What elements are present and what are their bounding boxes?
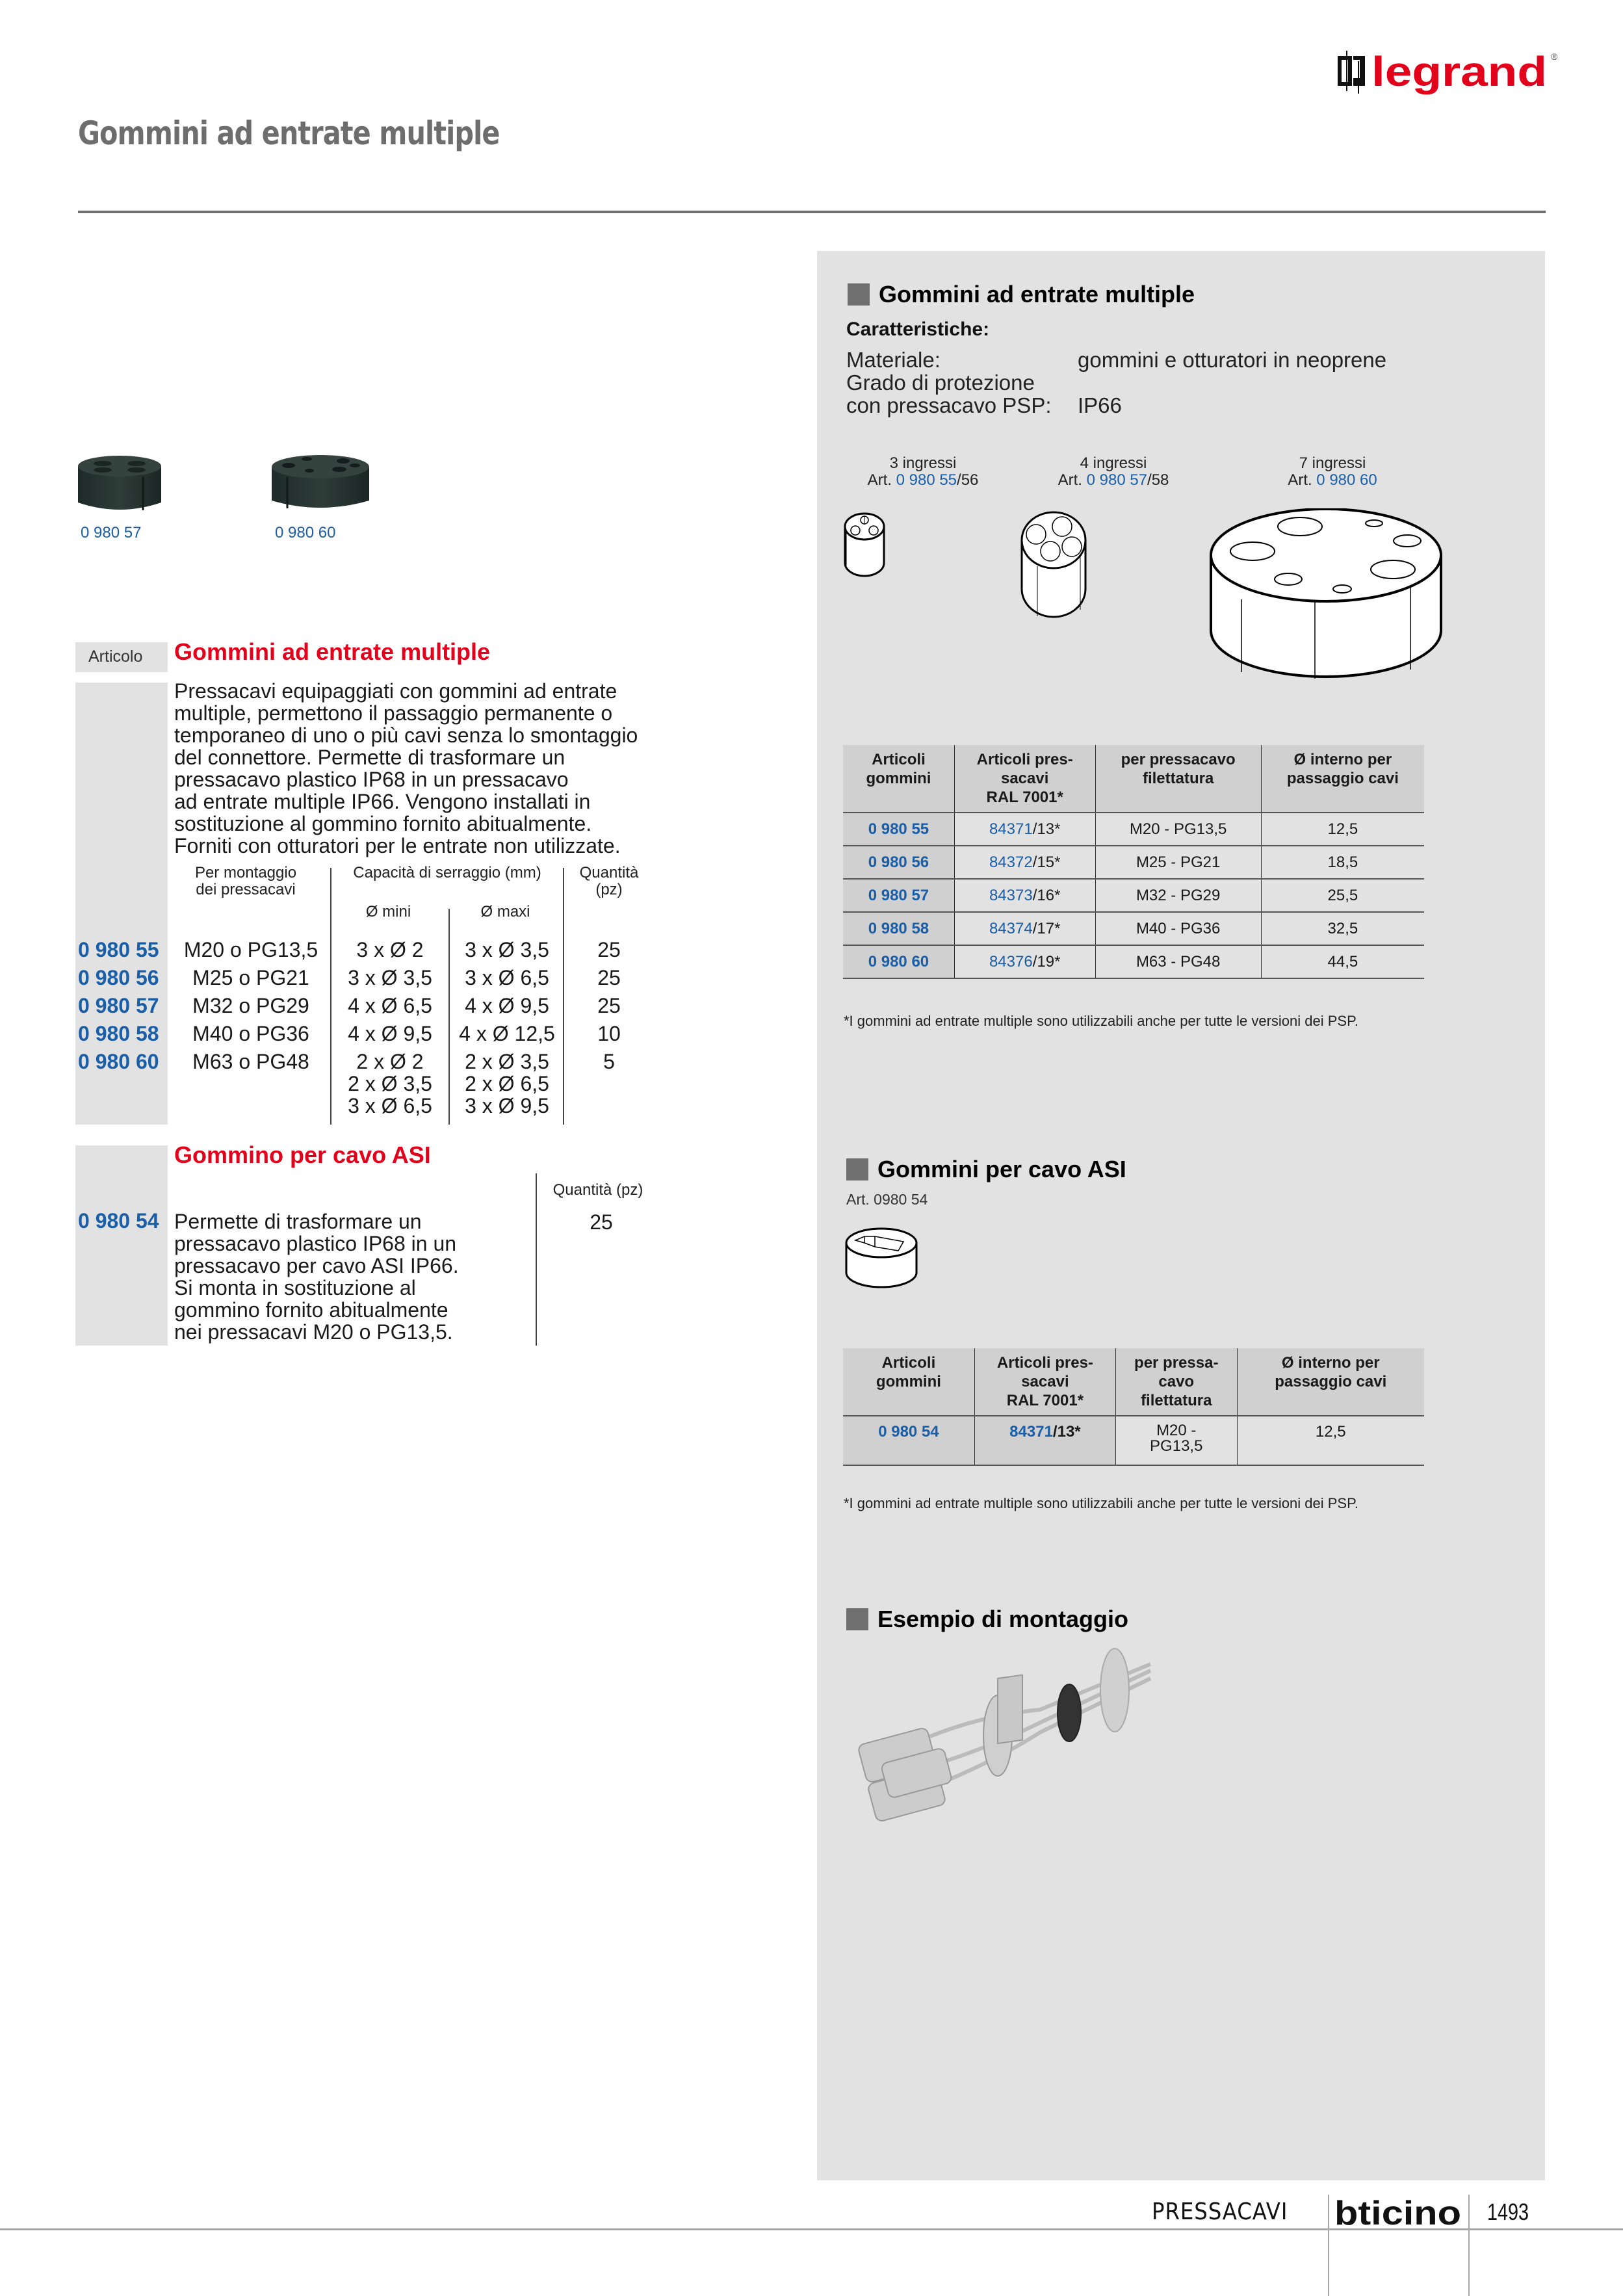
section-marker-icon (846, 1158, 868, 1181)
cell-qty: 25 (597, 938, 621, 961)
psp-link[interactable]: 84373 (989, 886, 1033, 904)
table-row (843, 879, 1424, 912)
grommet-asi-drawing (845, 1227, 918, 1290)
asi-article-ref: Art. 0980 54 (846, 1191, 928, 1208)
cell-code[interactable]: 0 980 56 (843, 846, 954, 879)
cell-code[interactable]: 0 980 54 (843, 1416, 974, 1465)
cell-mount: M25 o PG21 (192, 966, 309, 989)
cell-mount: M20 o PG13,5 (183, 938, 318, 961)
cell-mount: M40 o PG36 (192, 1022, 309, 1045)
psp-link[interactable]: 84372 (989, 853, 1033, 871)
cell-qty: 25 (597, 994, 621, 1017)
cell-code[interactable]: 0 980 60 (843, 945, 954, 978)
right-section-title: Gommini ad entrate multiple (848, 281, 1195, 308)
footer-rule (0, 2228, 1623, 2230)
product-photo-0-980-57 (77, 452, 162, 517)
cell-qty: 5 (603, 1050, 615, 1073)
cell-psp: 84371/13* (954, 813, 1095, 846)
cell-qty: 10 (597, 1022, 621, 1045)
col-header-qty: Quantità (pz) (552, 1181, 643, 1199)
bticino-logo (1334, 2197, 1461, 2227)
svg-text:®: ® (1551, 51, 1558, 62)
cell-min: 3 x Ø 6,5 (348, 1094, 432, 1117)
cell-diameter: 25,5 (1261, 879, 1424, 912)
right-section-title: Esempio di montaggio (846, 1606, 1128, 1633)
col-header-qty: Quantità (pz) (579, 864, 639, 898)
cell-diameter: 12,5 (1261, 813, 1424, 846)
table-row (843, 1416, 1424, 1465)
cell-max: 3 x Ø 3,5 (465, 938, 549, 961)
section-marker-icon (848, 283, 870, 306)
table-row (843, 945, 1424, 978)
features-label: Caratteristiche: (846, 319, 990, 340)
grommet-7-entries-drawing (1209, 508, 1443, 679)
cell-thread: M20 - PG13,5 (1095, 813, 1261, 846)
footer-divider (1468, 2195, 1470, 2296)
cell-psp: 84374/17* (954, 912, 1095, 945)
cell-code[interactable]: 0 980 55 (843, 813, 954, 846)
right-section-title: Gommini per cavo ASI (846, 1156, 1126, 1183)
cell-min: 4 x Ø 9,5 (348, 1022, 432, 1045)
articolo-label: Articolo (88, 647, 143, 666)
col-header-max: Ø maxi (480, 903, 530, 920)
footnote: *I gommini ad entrate multiple sono utilizzabili anche per tutte le versioni dei PSP. (844, 1495, 1359, 1511)
th-pressacavi: Articoli pres- sacavi RAL 7001* (974, 1348, 1115, 1416)
cell-psp: 84373/16* (954, 879, 1095, 912)
product-photo-0-980-60 (270, 451, 370, 515)
th-articoli: Articoli gommini (843, 1348, 974, 1416)
bticino-wordmark: bticino (1334, 2197, 1461, 2227)
code-column-bg (75, 1145, 168, 1346)
page-title: Gommini ad entrate multiple (78, 114, 500, 152)
cell-psp: 84371/13* (974, 1416, 1115, 1465)
col-header-mount: Per montaggio dei pressacavi (194, 864, 297, 898)
cell-thread: M40 - PG36 (1095, 912, 1261, 945)
cell-psp: 84372/15* (954, 846, 1095, 879)
divider (536, 1173, 537, 1346)
property-labels: Materiale: Grado di protezione con pressacavo PSP: (846, 348, 1052, 417)
cell-max: 3 x Ø 6,5 (465, 966, 549, 989)
cell-thread: M63 - PG48 (1095, 945, 1261, 978)
table-row (843, 912, 1424, 945)
section1-description: Pressacavi equipaggiati con gommini ad entrate multiple, permettono il passaggio permanente o temporaneo di uno o più cavi senza lo smontaggio del connettore. Permette di trasformare un pressacavo plastico IP68 in un pressacavo ad entrate multiple IP66. Vengono installati in sostituzione al gommino fornito abitualmente. Forniti con otturatori per le entrate non utilizzate. (174, 679, 638, 857)
product-photo-caption: 0 980 57 (81, 524, 142, 541)
th-articoli: Articoli gommini (843, 745, 954, 813)
table-row (843, 846, 1424, 879)
drawing-label-4: 4 ingressi Art. 0 980 57/58 (1058, 454, 1169, 489)
cell-max: 4 x Ø 12,5 (459, 1022, 555, 1045)
grommet-4-entries-drawing (1020, 511, 1087, 619)
cell-min: 2 x Ø 2 (356, 1050, 424, 1073)
page-number: 1493 (1487, 2198, 1529, 2225)
product-code[interactable]: 0 980 56 (78, 966, 159, 989)
section-title-asi: Gommino per cavo ASI (174, 1141, 431, 1168)
footer-divider (1328, 2195, 1329, 2296)
cell-code[interactable]: 0 980 57 (843, 879, 954, 912)
cell-min: 4 x Ø 6,5 (348, 994, 432, 1017)
legrand-wordmark: legrand (1371, 48, 1547, 95)
th-filettatura: per pressa- cavo filettatura (1115, 1348, 1237, 1416)
cell-diameter: 12,5 (1237, 1416, 1424, 1465)
product-photo-caption: 0 980 60 (275, 524, 336, 541)
section-title-multiple-entries: Gommini ad entrate multiple (174, 638, 491, 665)
footer-section-name: PRESSACAVI (1152, 2198, 1288, 2225)
psp-link[interactable]: 84376 (989, 952, 1033, 971)
article-link[interactable]: 0 980 60 (1316, 471, 1377, 489)
col-header-min: Ø mini (365, 903, 411, 920)
table-header-row (843, 1348, 1424, 1416)
product-code[interactable]: 0 980 58 (78, 1022, 159, 1045)
cell-code[interactable]: 0 980 58 (843, 912, 954, 945)
psp-link[interactable]: 84371 (989, 820, 1033, 838)
gommini-spec-table (843, 745, 1424, 979)
article-link[interactable]: 0 980 55 (896, 471, 957, 489)
cell-min: 2 x Ø 3,5 (348, 1072, 432, 1095)
cell-mount: M32 o PG29 (192, 994, 309, 1017)
cell-thread: M25 - PG21 (1095, 846, 1261, 879)
product-code[interactable]: 0 980 54 (78, 1209, 159, 1233)
cell-max: 4 x Ø 9,5 (465, 994, 549, 1017)
mounting-example-illustration (845, 1619, 1183, 1833)
article-link[interactable]: 0 980 57 (1086, 471, 1148, 489)
grommet-3-entries-drawing (844, 512, 885, 577)
cell-min: 3 x Ø 3,5 (348, 966, 432, 989)
th-diametro: Ø interno per passaggio cavi (1261, 745, 1424, 813)
cell-max: 2 x Ø 3,5 (465, 1050, 549, 1073)
product-code[interactable]: 0 980 55 (78, 938, 159, 961)
property-values: gommini e otturatori in neoprene IP66 (1078, 348, 1387, 417)
title-rule (78, 211, 1546, 213)
cell-mount: M63 o PG48 (192, 1050, 309, 1073)
cell-diameter: 32,5 (1261, 912, 1424, 945)
cell-max: 3 x Ø 9,5 (465, 1094, 549, 1117)
th-pressacavi: Articoli pres- sacavi RAL 7001* (954, 745, 1095, 813)
cell-min: 3 x Ø 2 (356, 938, 424, 961)
cell-diameter: 18,5 (1261, 846, 1424, 879)
table-header-row (843, 745, 1424, 813)
cell-thread: M32 - PG29 (1095, 879, 1261, 912)
product-code[interactable]: 0 980 57 (78, 994, 159, 1017)
th-filettatura: per pressacavo filettatura (1095, 745, 1261, 813)
footnote: *I gommini ad entrate multiple sono utilizzabili anche per tutte le versioni dei PSP. (844, 1013, 1359, 1029)
asi-spec-table (843, 1348, 1424, 1466)
drawing-label-3: 3 ingressi Art. 0 980 55/56 (867, 454, 979, 489)
cell-thread: M20 - PG13,5 (1115, 1416, 1237, 1465)
col-header-capacity: Capacità di serraggio (mm) (353, 864, 541, 881)
cell-diameter: 44,5 (1261, 945, 1424, 978)
product-code[interactable]: 0 980 60 (78, 1050, 159, 1073)
cell-max: 2 x Ø 6,5 (465, 1072, 549, 1095)
psp-link[interactable]: 84371 (1009, 1423, 1053, 1441)
drawing-label-7: 7 ingressi Art. 0 980 60 (1288, 454, 1377, 489)
cell-qty: 25 (597, 966, 621, 989)
th-diametro: Ø interno per passaggio cavi (1237, 1348, 1424, 1416)
asi-description: Permette di trasformare un pressacavo plastico IP68 in un pressacavo per cavo ASI IP66. Si monta in sostituzione al gommino fornito abitualmente nei pressacavi M20 o PG13,5. (174, 1210, 459, 1344)
asi-qty: 25 (590, 1210, 613, 1234)
psp-link[interactable]: 84374 (989, 919, 1033, 937)
table-row (843, 813, 1424, 846)
cell-psp: 84376/19* (954, 945, 1095, 978)
legrand-logo (1338, 48, 1559, 104)
